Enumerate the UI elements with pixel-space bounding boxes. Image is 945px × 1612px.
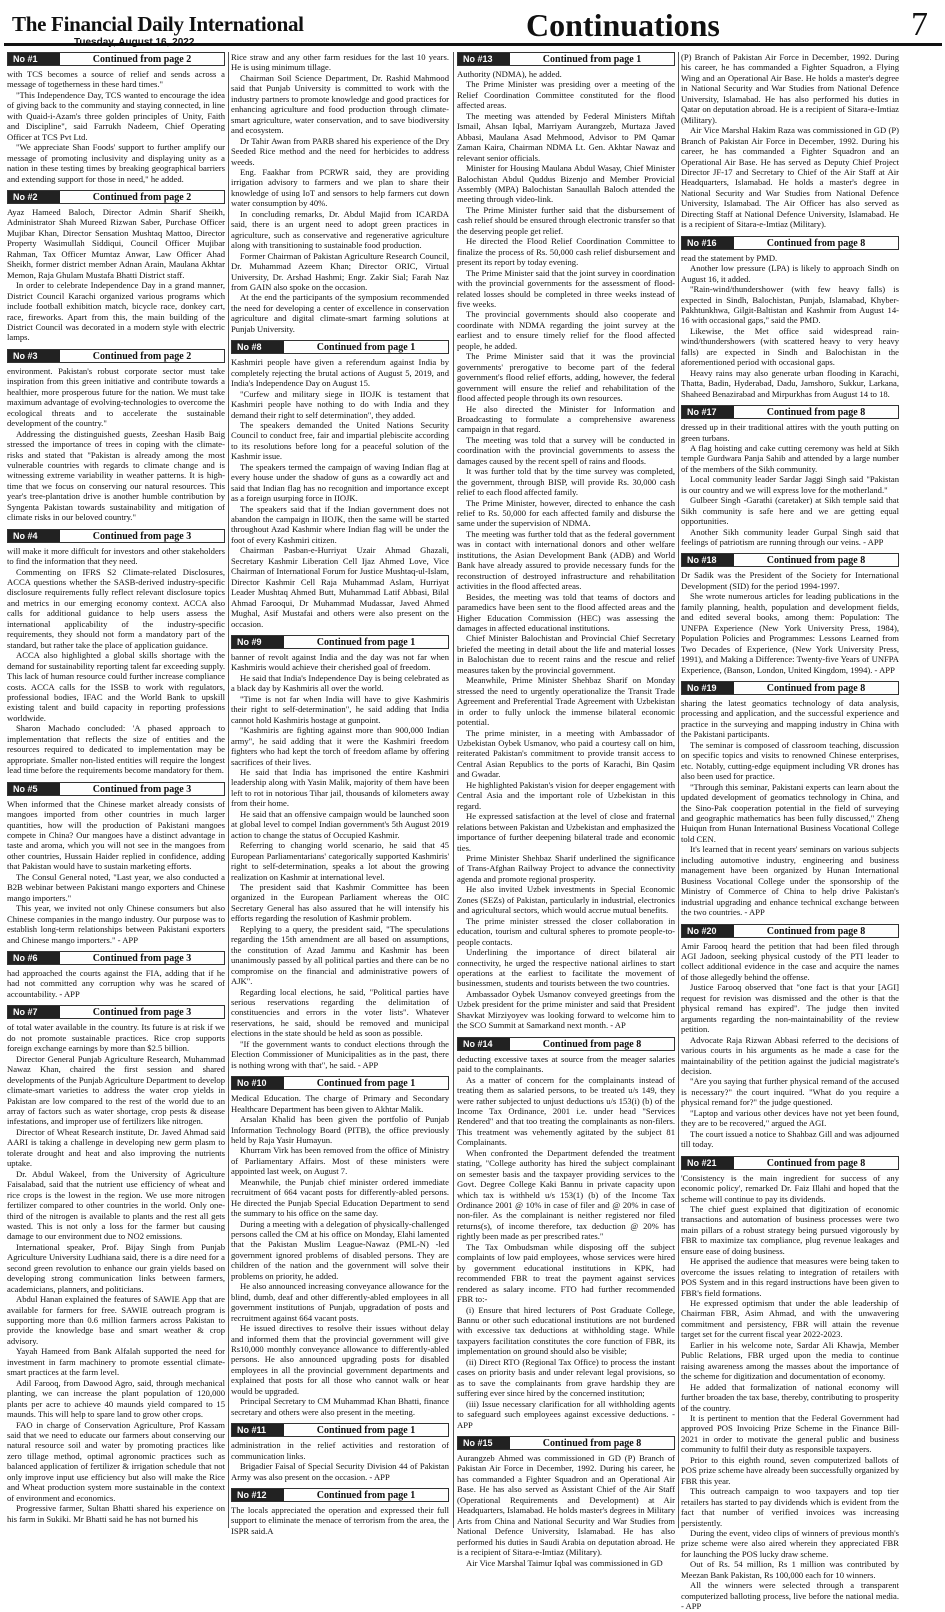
story-paragraph: The Tax Ombudsman while disposing off the subject complaints of low paid employees, whose services were hired by government educational institutions in KPK, had recommended FBR to treat the payment against services rendered as salary income. FTO had further recommended FBR to:- [457, 1241, 675, 1305]
story-header [7, 190, 225, 204]
story-paragraph: had approached the courts against the FIA, adding that if he had not committed any corruption why was he scared of accountability. - APP [7, 967, 225, 999]
story-paragraph: ACCA also highlighted a global skills shortage with the demand for sustainability reporting talent far exceeding supply. This lack of human resource could further increase compliance costs. ACCA calls for the ISSB to work with regulators, professional bodies, IFAC and the World Bank to upskill existing talent and build capacity in reporting professions worldwide. [7, 650, 225, 723]
story-paragraph: He apprised the audience that measures were being taken to overcome the issues relating to integration of retailers with POS System and in this regard instructions have been given to FBR's field formations. [681, 1256, 899, 1298]
news-story [7, 951, 225, 999]
story-paragraph: Meanwhile, the Punjab chief minister ordered immediate recruitment of 664 vacant posts for differently-abled persons. He directed the Punjab Special Education Department to send the summary to his office on the same day. [231, 1176, 449, 1219]
continued-from-label: Continued from page 8 [766, 683, 866, 695]
story-paragraph: The meeting was attended by Federal Ministers Miftah Ismail, Ahsan Iqbal, Marriyam Aurangzeb, Murtaza Javed Abbasi, Maulana Asad Mehmood, Advisor to PM Qamar Zaman Kaira, Chairman NDMA Lt. Gen. Akhtar Nawaz and relevant senior officials. [457, 110, 675, 163]
publication-date: Tuesday, August 16, 2022 [74, 37, 195, 48]
continued-from-label: Continued from page 1 [316, 342, 416, 354]
story-paragraph: "Are you saying that further physical remand of the accused is necessary?" the court inquired. "What do you require a physical remand for?" the judge questioned. [681, 1076, 899, 1108]
story-paragraph: In order to celebrate Independence Day in a grand manner, District Council Karachi organized various programs which include football exhibition match, bicycle race, donkey cart, race, fireworks. Apart from this, the main building of the District Council was decorated in a modern style with electric lamps. [7, 280, 225, 343]
story-number-tag: No #4 [8, 530, 60, 542]
story-paragraph: "Curfew and military siege in IIOJK is testament that Kashmiri people have nothing to do with India and they demand their right to self determination", they added. [231, 388, 449, 420]
story-paragraph: Besides, the meeting was told that teams of doctors and paramedics have been sent to the flood affected areas and the Higher Education Commission (HEC) was assessing the damages in affected educational institutions. [457, 591, 675, 634]
story-number-tag: No #20 [682, 925, 734, 937]
story-paragraph: read the statement by PMD. [681, 252, 778, 263]
story-paragraph: It is pertinent to mention that the Federal Government had approved POS Invoicing Prize Scheme in the Finance Bill-2021 in order to motivate the general public and business community to fulfil their duty as responsible taxpayers. [681, 1413, 899, 1455]
story-paragraph: with TCS becomes a source of relief and sends across a message of togetherness in these hard times." [7, 69, 225, 90]
story-paragraph: Principal Secretary to CM Muhammad Khan Bhatti, finance secretary and others were also present in the meeting. [231, 1396, 449, 1417]
continued-from-label: Continued from page 3 [92, 952, 192, 964]
news-story [681, 681, 899, 918]
story-paragraph: "Laptop and various other devices have not yet been found, they are to be recovered," argued the AGI. [681, 1107, 899, 1129]
story-paragraph: He also directed the Minister for Information and Broadcasting to formulate a comprehensive awareness campaign in that regard. [457, 403, 675, 435]
story-number-tag: No #8 [232, 341, 284, 353]
news-story [7, 190, 225, 343]
story-paragraph: All the winners were selected through a transparent computerized balloting process, live before the national media. - APP [681, 1580, 899, 1612]
news-story [231, 1423, 449, 1482]
news-story [681, 553, 899, 675]
story-paragraph: Prime Minister Shehbaz Sharif underlined the significance of Trans-Afghan Railway Project to advance the connectivity agenda and promote regional prosperity. [457, 852, 675, 884]
story-paragraph: He expressed optimism that under the able leadership of Chairman FBR, Asim Ahmad, and with the unwavering commitment and persistency, FBR will attain the revenue target set for the current fiscal year 2022-2023. [681, 1298, 899, 1340]
page-number: 7 [911, 6, 928, 43]
story-paragraph: A flag hoisting and cake cutting ceremony was held at Sikh temple Gurdwara Panja Sahib and attended by a large number of the members of the Sikh community. [681, 442, 899, 474]
story-number-tag: No #21 [682, 1157, 734, 1169]
story-paragraph: "Time is not far when India will have to give Kashmiris their right to self-determination", he said adding that India cannot hold Kashmiris hostage at gunpoint. [231, 693, 449, 725]
story-paragraph: administration in the relief activities and restoration of communication links. [231, 1440, 449, 1461]
story-header [681, 553, 899, 567]
continued-from-label: Continued from page 1 [542, 54, 642, 65]
story-paragraph: Director General Punjab Agriculture Research, Muhammad Nawaz Khan, chaired the first session and shared developments of the Punjab Agriculture Department to develop climate-smart varieties to address the water crop yields in Pakistan are low compared to the rest of the world due to an array of factors such as water shortage, crop pests & disease infestations, and improper use of fertilizers like nitrogen. [7, 1053, 225, 1127]
news-story [7, 1005, 225, 1524]
story-paragraph: The speakers demanded the United Nations Security Council to conduct free, fair and impartial plebiscite according to its resolutions before long for a peaceful solution of the Kashmir issue. [231, 419, 449, 462]
news-story [681, 1156, 899, 1612]
continued-from-label: Continued from page 8 [766, 407, 866, 419]
story-paragraph: Air Vice Marshal Taimur Iqbal was commissioned in GD [466, 1557, 663, 1568]
story-paragraph: He also invited Uzbek investments in Special Economic Zones (SEZs) of Pakistan, particularly in industrial, electronics and agricultural sectors, which would accrue mutual benefits. [457, 884, 675, 916]
continued-from-label: Continued from page 1 [316, 637, 416, 649]
news-story [231, 635, 449, 1070]
story-paragraph: International speaker, Prof. Bijay Singh from Punjab Agriculture University Ludhiana said, there is a dire need for a second green revolution to enhance our grain yields based on developing strong communication links between farmers, academicians, planners, and politicians. [7, 1241, 225, 1294]
continued-from-label: Continued from page 2 [92, 54, 192, 65]
story-header [231, 340, 449, 354]
story-paragraph: Authority (NDMA), he added. [457, 69, 562, 79]
story-paragraph: (i) Ensure that hired lecturers of Post Graduate College, Bannu or other such educational institutions are not burdened with excessive tax deductions at withholding stage. While taxpayers facilitation constitutes the core function of FBR, its implementation on ground should also be visible; [457, 1304, 675, 1357]
column-4 [681, 52, 899, 1612]
story-paragraph: "Rain-wind/thundershower (with few heavy falls) is expected in Sindh, Balochistan, Punjab, Islamabad, Khyber-Pakhtunkhwa, Gilgit-Baltistan and Kashmir from August 14-16 with occasional gaps," said the PMD. [681, 284, 899, 326]
story-paragraph: sharing the latest geomatics technology of data analysis, processing and application, and the successful experience and practice in the surveying and mapping industry in China with the Pakistani participants. [681, 698, 899, 740]
story-number-tag: No #10 [232, 1077, 284, 1089]
story-paragraph: Heavy rains may also generate urban flooding in Karachi, Thatta, Badin, Hyderabad, Dadu, Jamshoro, Sukkur, Larkana, Shaheed Benazirabad and Mirpurkhas from August 14 to 18. [681, 367, 899, 399]
story-number-tag: No #2 [8, 191, 60, 203]
story-paragraph: Ayaz Hameed Baloch, Director Admin Sharif Sheikh, Administrator Shah Mureed Rizwan Saber, Purchase Officer Mujibar Khan, Director Sensation Mushtaq Mattoo, Director Property Wasimullah Siddiqui, Council Officer Mujibar Rahman, Tax Officer Mumtaz Anwar, Law Officer Ahad Sheikh, former district member Adnan Arain, Maulana Akhtar Memon, Raja Ghulam Mustafa Bhatti District staff. [7, 206, 225, 280]
story-paragraph: Chairman Soil Science Department, Dr. Rashid Mahmood said that Punjab University is committed to work with the industry partners to promote knowledge and good practices for enhancing agriculture and food production through climate-smart agriculture, water conservation, and to save biodiversity and ecosystem. [231, 72, 449, 136]
story-paragraph: Khurram Virk has been removed from the office of Ministry of Parliamentary Affairs. Most of these ministers were appointed last week, on August 7. [231, 1145, 449, 1177]
story-header [7, 1005, 225, 1019]
story-paragraph: When confronted the Department defended the treatment stating, "College authority has hired the subject complainant on semester basis and the taxpayer providing services to the Govt. Degree College Kaki Bannu in private capacity upon which tax is withheld u/s 153(1) (b) of the Income Tax Ordinance 2001 @ 10% in case of filer and @ 20% in case of non-filer. As the complainant is neither registered nor filed returns(s), of income therefore, tax deduction @ 20% has rightly been made as per prescribed rates." [457, 1147, 675, 1242]
news-story [231, 340, 449, 629]
continued-from-label: Continued from page 3 [92, 1007, 192, 1019]
news-story [231, 1488, 449, 1536]
story-paragraph: He added that formalization of national economy will further broaden the tax base, thereby, contributing to prosperity of the country. [681, 1381, 899, 1413]
story-number-tag: No #16 [682, 237, 734, 249]
story-paragraph: Gulbeer Singh -Garathi (caretaker) at Sikh temple said that Sikh community is safe here and we are getting equal opportunities. [681, 495, 899, 527]
story-paragraph: He directed the Flood Relief Coordination Committee to finalize the process of Rs. 50,000 cash relief disbursement and present its report by today evening. [457, 236, 675, 268]
column-divider [678, 52, 679, 1528]
column-divider [453, 52, 454, 1528]
story-paragraph: will make it more difficult for investors and other stakeholders to find the information that they need. [7, 545, 225, 567]
story-header [231, 1076, 449, 1090]
story-paragraph: The chief guest explained that digitization of economic transactions and automation of business processes were two main pillars of a robust strategy being pursued vigorously by FBR to maximize tax compliance, plug revenue leakages and ensure ease of doing business. [681, 1203, 899, 1256]
story-paragraph: He said that India's Independence Day is being celebrated as a black day by Kashmiris all over the world. [231, 672, 449, 694]
story-number-tag: No #3 [8, 350, 60, 362]
story-paragraph: deducting excessive taxes at source from the meager salaries paid to the complainants. [457, 1053, 675, 1075]
story-paragraph: (P) Branch of Pakistan Air Force in December, 1992. During his career, he has commanded a Fighter Squadron, a Flying Wing and an Operational Air Base. He holds a master's degree in National Security and War Studies from National Defence University, Islamabad. He has also performed his duties in Qatar on deputation abroad. He is a recipient of Sitara-e-Imtiaz (Military). [681, 52, 899, 125]
story-paragraph: Rice straw and any other farm residues for the last 10 years. He is using minimum tillage. [231, 52, 449, 73]
story-paragraph: In concluding remarks, Dr. Abdul Majid from ICARDA said, there is an urgent need to adopt green practices in agriculture, such as conservative and regenerative agriculture along with transitioning to sustainable food production. [231, 208, 449, 251]
column-divider [228, 52, 229, 1528]
story-paragraph: Chairman Pasban-e-Hurriyat Uzair Ahmad Ghazali, Secretary Kashmir Liberation Cell Ijaz Ahmed Love, Vice Chairman of International Forum for Justice Mushtaq-ul-Islam, Director Kashmir Cell Raja Muhammad Aslam, Hurriyat Leader Mushtaq Ahmed Butt, Muhammad Latif Abbasi, Bilal Ahmad Farooqui, Dr Muhammad Mudassar, Javed Ahmed Mughal, Asif Mustafai and others were also present on the occasion. [231, 545, 449, 629]
story-paragraph: of total water available in the country. Its future is at risk if we do not promote sustainable practices. Rice crop supports foreign exchange earnings by more than $2.5 billion. [7, 1022, 225, 1054]
story-paragraph: This outreach campaign to woo taxpayers and top tier retailers has started to pay dividends which is evident from the fact that number of verified invoices was increasing persistently. [681, 1486, 899, 1528]
story-paragraph: This year, we invited not only Chinese consumers but also Chinese companies in the mango industry. Our purpose was to establish long-term relationships between Pakistani exporters and Chinese mango importers." - APP [7, 903, 225, 945]
story-paragraph: Justice Farooq observed that "one fact is that your [AGI] request for revision was dismissed and the other is that the physical remand has expired". The judge then invited arguments regarding the non-maintainability of the review petition. [681, 982, 899, 1035]
story-paragraph: 'Consistency is the main ingredient for success of any economic policy', remarked Dr. Faiz Illahi and hoped that the scheme will continue to pay its dividends. [681, 1172, 899, 1204]
story-paragraph: Air Vice Marshal Hakim Raza was commissioned in GD (P) Branch of Pakistan Air Force in December, 1992. During his career, he has commanded a Fighter Squadron and an Operational Air Base. He has served as Deputy Chief Project Director JF-17 and Secretary to Chief of the Air Staff at Air Headquarters, Islamabad. He holds a master's degree in National Security and War Studies from National Defence University, Islamabad. The Air Officer has also served as Directing Staff at National Defence University, Islamabad. He is a recipient of Sitara-e-Imtiaz (Military). [681, 125, 899, 230]
story-paragraph: Chief Minister Balochistan and Provincial Chief Secretary briefed the meeting in detail about the life and material losses in Balochistan due to recent rains and the rescue and relief measures taken by the provincial government. [457, 633, 675, 675]
continued-from-label: Continued from page 8 [766, 1157, 866, 1169]
story-paragraph: The Prime Minister was presiding over a meeting of the Relief Coordination Committee constituted for the flood affected areas. [457, 79, 675, 111]
story-paragraph: Dr. Abdul Wakeel, from the University of Agriculture Faisalabad, said that the nutrient use efficiency of wheat and rice crops is the lowest in the region. We use more nitrogen fertilizer compared to other countries in the world. Only one-third of the nitrogen is available to plants and the rest all gets wasted. This is not only a loss for the farmer but causing damage to our environment due to NO2 emissions. [7, 1168, 225, 1242]
continued-from-label: Continued from page 1 [316, 1425, 416, 1437]
news-story [457, 52, 675, 1031]
story-paragraph: Advocate Raja Rizwan Abbasi referred to the decisions of various courts in his arguments as he made a case for the maintainability of the petition against the judicial magistrate's decision. [681, 1034, 899, 1076]
story-paragraph: He said that India has imprisoned the entire Kashmiri leadership along with Yasin Malik, majority of them have been left to rot in notorious Tihar jail, thousands of kilometers away from their home. [231, 767, 449, 809]
story-paragraph: The meeting was told that a survey will be conducted in coordination with the provincial governments to assess the damages caused by the recent spell of rains and floods. [457, 434, 675, 466]
story-header [7, 782, 225, 796]
story-paragraph: "If the government wants to conduct elections through the Election Commissioner of Municipalities as in the past, there is nothing wrong with that", he said. - APP [231, 1038, 449, 1070]
story-paragraph: The meeting was further told that as the federal government was in contact with international donors and other welfare institutions, the Asian Development Bank (ADB) and World Bank have already assured to provide necessary funds for the reconstruction of destroyed infrastructure and rehabilitation activities in the flood affected areas. [457, 528, 675, 592]
story-header [7, 52, 225, 66]
column-2 [231, 52, 449, 1536]
newspaper-title: The Financial Daily International [12, 12, 304, 36]
continued-from-label: Continued from page 8 [766, 925, 866, 937]
masthead [4, 4, 942, 46]
news-story [681, 924, 899, 1150]
news-story [7, 52, 225, 184]
story-paragraph: Addressing the distinguished guests, Zeeshan Hasib Baig stressed the importance of trees in coping with the climate-risks and stated that "Pakistan is already among the most vulnerable countries with regards to climate change and is witnessing extreme variability in weather patterns. It is high-time that we focus on conserving our natural resources. This year's tree-plantation drive is another humble contribution by Syngenta Pakistan towards sustainability and mitigation of climate risks in our beloved country." [7, 428, 225, 523]
story-paragraph: Regarding local elections, he said, "Political parties have serious reservations regarding the delimitation of constituencies and errors in the voter lists". Whatever reservations, he said, should be removed and municipal elections in the state should be held as soon as possible. [231, 986, 449, 1039]
story-number-tag: No #1 [8, 53, 60, 65]
story-paragraph: He said that an offensive campaign would be launched soon at global level to compel Indian government's 5th August 2019 action to change the status of Occupied Kashmir. [231, 808, 449, 840]
story-paragraph: The Prime Minister said that it was the provincial governments' prerogative to become part of the federal government's flood relief efforts, adding, however, the federal government will ensure the relief and rehabilitation of the flood affected people through its own resources. [457, 351, 675, 404]
story-header [7, 529, 225, 543]
story-paragraph: Another Sikh community leader Gurpal Singh said that feelings of patriotism are running through our veins. - APP [681, 526, 899, 548]
story-paragraph: Sharon Machado concluded: 'A phased approach to implementation that reflects the size of entities and the resources required to dedicated to implementation may be appropriate. Smaller non-listed entities will require the longest lead time before the requirements become mandatory for them. [7, 723, 225, 776]
story-paragraph: Out of Rs. 54 million, Rs 1 million was contributed by Meezan Bank Pakistan, Rs 100,000 each for 10 winners. [681, 1559, 899, 1580]
story-number-tag: No #9 [232, 636, 284, 648]
story-paragraph: Former Chairman of Pakistan Agriculture Research Council, Dr. Muhammad Azeem Khan; Director ORIC, Virtual University, Dr. Arshad Hashmi; Engr. Zakir Sial; Farah Naz from GAIN also spoke on the occasion. [231, 250, 449, 292]
story-paragraph: He highlighted Pakistan's vision for deeper engagement with Central Asia and the important role of Uzbekistan in this regard. [457, 779, 675, 811]
news-story [7, 529, 225, 776]
story-paragraph: Another low pressure (LPA) is likely to approach Sindh on August 16, it added. [681, 263, 899, 284]
story-paragraph: Local community leader Sardar Jaggi Singh said "Pakistan is our country and we will express love for the motherland." [681, 474, 899, 495]
story-number-tag: No #14 [458, 1038, 510, 1050]
continued-from-label: Continued from page 8 [766, 237, 866, 249]
story-paragraph: "Through this seminar, Pakistani experts can learn about the updated development of geomatics technology in China, and the Sino-Pak cooperation potential in the field of surveying and geographic mathematics has been fully discussed," Zheng Huiqun from Hunan International Business Vocational College told CEN. [681, 781, 899, 844]
story-number-tag: No #15 [458, 1437, 510, 1449]
story-paragraph: It was further told that by the time survey was completed, the government, through BISP, will provide Rs. 30,000 cash relief to each flood affected family. [457, 466, 675, 498]
story-paragraph: Director of Wheat Research institute, Dr. Javed Ahmad said AARI is taking a challenge in developing new germ plasm to tolerate drought and heat and also improving the nutrients uptake. [7, 1126, 225, 1169]
continued-from-label: Continued from page 3 [92, 530, 192, 542]
story-paragraph: Minister for Housing Maulana Abdul Wasay, Chief Minister Balochistan Abdul Quddus Bizenjo and Member Provicial Assembly (MPA) Balochistan Sanaullah Baloch attended the meeting through video-link. [457, 163, 675, 205]
news-story [457, 1037, 675, 1430]
story-header [457, 1436, 675, 1450]
news-story [681, 236, 899, 399]
story-header [681, 236, 899, 250]
story-paragraph: Dr Tahir Awan from PARB shared his experience of the Dry Seeded Rice method and the need for herbicides to address weeds. [231, 135, 449, 167]
continued-from-label: Continued from page 8 [542, 1038, 642, 1050]
news-story [231, 1076, 449, 1417]
continued-from-label: Continued from page 2 [92, 350, 192, 362]
story-paragraph: During the event, video clips of winners of previous month's prize scheme were also aired wherein they appreciated FBR for launching the POS lucky draw scheme. [681, 1528, 899, 1559]
story-paragraph: environment. Pakistan's robust corporate sector must take inspiration from this green initiative and contribute towards a healthier, more prosperous future for the nation. We must take maximum advantage of evolving-technologies to overcome the ecological threats and to accelerate the sustainable development of the country." [7, 365, 225, 429]
news-story [7, 349, 225, 523]
story-number-tag: No #19 [682, 682, 734, 694]
story-paragraph: Amir Farooq heard the petition that had been filed through AGI Jadoon, seeking physical custody of the PTI leader to collect additional evidence in the case and acquire the names of those allegedly behind the offense. [681, 940, 899, 982]
story-number-tag: No #6 [8, 952, 60, 964]
story-paragraph: Arsalan Khalid has been given the portfolio of Punjab Information Technology Board (PITB), the office previously held by Raja Yasir Humayun. [231, 1114, 449, 1145]
story-paragraph: Likewise, the Met office said widespread rain-wind/thundershowers (with scattered heavy to very heavy falls) are expected in Sindh and Balochistan in the aforementioned period with occasional gaps. [681, 325, 899, 368]
story-paragraph: The provincial governments should also cooperate and coordinate with NDMA regarding the joint survey at the earliest and to ensure timely relief for the flood affected people, he added. [457, 309, 675, 351]
story-paragraph: Underlining the importance of direct bilateral air connectivity, he urged the respective national airlines to start operations at the earliest to facilitate the movement of businessmen, students and tourists between the two countries. [457, 947, 675, 989]
continued-from-label: Continued from page 3 [92, 783, 192, 795]
story-number-tag: No #7 [8, 1006, 60, 1018]
story-paragraph: Replying to a query, the president said, "The speculations regarding the 15th amendment are all based on assumptions, the constitution of Azad Jammu and Kashmir has been unanimously passed by all political parties and there can be no compromise on the financial and administrative powers of AJK". [231, 923, 449, 987]
story-paragraph: The court issued a notice to Shahbaz Gill and was adjourned till today. [681, 1128, 899, 1150]
story-paragraph: As a matter of concern for the complainants instead of treating them as salaried persons, to be treated u/s 149, they were rather subjected to unjust deductions u/s 153(i) (b) of the Income Tax Ordinance, 2001 i.e. under head "Services Rendered" and that too treating the complainants as non-filers. This treatment was vehemently agitated by the subject 81 Complainants. [457, 1074, 675, 1148]
story-paragraph: Meanwhile, Prime Minister Shehbaz Sharif on Monday stressed the need to urgently operationalize the Transit Trade Agreement and Preferential Trade Agreement with Uzbekistan in order to fully unlock the immense bilateral economic potential. [457, 675, 675, 728]
story-paragraph: FAO in charge of Conservation Agriculture, Prof Kassam said that we need to educate our farmers about conserving our natural resource soil and water by promoting practices like zero tillage method, optimal agronomic practices such as balanced application of fertilizer & irrigation schedule that not only improve input use efficiency but also will make the Rice and Wheat production system more sustainable in the context of environment and economics. [7, 1419, 225, 1503]
story-paragraph: Aurangzeb Ahmed was commissioned in GD (P) Branch of Pakistan Air Force in December, 1992. During his career, he has commanded a Fighter Squadron and an Operational Air Base. He has also served as Assistant Chief of the Air Staff (Operational Requirements and Development) at Air Headquarters, Islamabad. He holds master's degrees in Military Arts from China and National Security and War Studies from National Defence University, Islamabad. He has also performed his duties in Saudi Arabia on deputation abroad. He is a recipient of Sitara-e-Imtiaz (Military). [457, 1453, 675, 1558]
story-header [681, 405, 899, 419]
story-paragraph: He also announced increasing conveyance allowance for the blind, dumb, deaf and other differently-abled employees in all government institutions of Punjab, upgradation of posts and recruitment against 664 vacant posts. [231, 1281, 449, 1323]
news-story [457, 1436, 675, 1568]
story-header [681, 681, 899, 695]
news-story [231, 52, 449, 334]
story-header [7, 349, 225, 363]
story-paragraph: Prior to this eighth round, seven computerized ballots of POS prize scheme have already been successfully organized by FBR this year. [681, 1454, 899, 1486]
story-header [7, 951, 225, 965]
section-title: Continuations [526, 7, 720, 43]
story-paragraph: Yayah Hameed from Bank Alfalah supported the need for investment in farm machinery to promote essential climate-smart practices at the farm level. [7, 1346, 225, 1378]
story-number-tag: No #12 [232, 1489, 284, 1501]
story-header [231, 1488, 449, 1502]
story-number-tag: No #5 [8, 783, 60, 795]
story-paragraph: He issued directives to resolve their issues without delay and informed them that the provincial government will give Rs10,000 monthly conveyance allowance to differently-abled persons. He also announced upgrading posts for disabled employees in all the provincial government departments and explained that posts for all those who cannot walk or hear would be upgraded. [231, 1323, 449, 1396]
column-3 [457, 52, 675, 1568]
story-paragraph: The prime minister, in a meeting with Ambassador of Uzbekistan Oybek Usmanov, who paid a courtesy call on him, reiterated Pakistan's commitment to provide transit access to Central Asian Republics to the ports of Karachi, Bin Qasim and Gwadar. [457, 727, 675, 780]
story-paragraph: Adil Farooq, from Dawood Agro, said, through mechanical planting, we can increase the plant population of 120,000 plants per acre to achieve 40 maunds yield compared to 15 maunds. This will help to spare land to grow other crops. [7, 1377, 225, 1420]
news-story [7, 782, 225, 945]
column-1 [7, 52, 225, 1528]
continued-from-label: Continued from page 1 [316, 1078, 416, 1090]
story-paragraph: The seminar is composed of classroom teaching, discussion on specific topics and visits to renowned Chinese enterprises, etc. Notably, cutting-edge equipment including VR drones has also been used for practice. [681, 739, 899, 782]
story-paragraph: banner of revolt against India and the day was not far when Kashmiris would achieve their cherished goal of freedom. [231, 652, 449, 673]
story-paragraph: The locals appreciated the operation and expressed their full support to eliminate the menace of terrorism from the area, the ISPR said.A [231, 1505, 449, 1536]
story-paragraph: During a meeting with a delegation of physically-challenged persons called the CM at his office on Monday, Elahi lamented that the Pakistan Muslim League-Nawaz (PML-N) -led government ignored problems of disabled persons. They are children of the nation and the government will solve their problems on priority, he added. [231, 1218, 449, 1281]
story-paragraph: The prime minister stressed the closer collaboration in education, tourism and cultural spheres to promote people-to-people contacts. [457, 915, 675, 947]
story-paragraph: The president said that Kashmir Committee has been organized in the European Parliament whereas the OIC Secretary General has also assured that he will intensify his efforts regarding the resolution of Kashmir problem. [231, 881, 449, 924]
story-paragraph: Dr Sadik was the President of the Society for International Development (SID) for the period 1994-1997. [681, 570, 899, 591]
story-paragraph: The Consul General noted, "Last year, we also conducted a B2B webinar between Pakistani mango exporters and Chinese mango importers." [7, 871, 225, 903]
story-paragraph: Earlier in his welcome note, Sardar Ali Khawja, Member Public Relations, FBR urged upon the media to continue raising awareness among the masses about the importance of the scheme for digitization and documentation of economy. [681, 1339, 899, 1382]
story-paragraph: "Kashmiris are fighting against more than 900,000 Indian army", he said adding that it were the Kashmiri freedom fighters who had kept the torch of freedom aflame by offering sacrifices of their lives. [231, 725, 449, 767]
story-paragraph: The Prime Minister further said that the disbursement of cash relief should be ensured through electronic transfer so that the deserving people get relief. [457, 204, 675, 236]
continued-from-label: Continued from page 1 [316, 1490, 416, 1501]
news-story [681, 52, 899, 230]
continued-from-label: Continued from page 8 [542, 1438, 642, 1449]
story-number-tag: No #13 [458, 53, 510, 65]
story-paragraph: Ambassador Oybek Usmanov conveyed greetings from the Uzbek president for the prime minister and said that President Shavkat Mirziyoyev was looking forward to welcome him to the SCO Summit at Samarkand next month. - AP [457, 988, 675, 1031]
continued-from-label: Continued from page 2 [92, 191, 192, 203]
story-number-tag: No #17 [682, 406, 734, 418]
story-header [681, 924, 899, 938]
story-paragraph: She wrote numerous articles for leading publications in the family planning, health, population and development fields, and edited several books, among them: Population: The UNFPA Experience (New York University Press, 1984), Population Policies and Programmes: Lessons Learned from Two Decades of Experience, (New York University Press, 1991), and Making a Difference: Twenty-five Years of UNFPA Experience, (Banson, London, United Kingdom, 1994). - APP [681, 591, 899, 675]
story-paragraph: He expressed satisfaction at the level of close and fraternal relations between Pakistan and Uzbekistan and emphasized the importance of further deepening bilateral trade and economic ties. [457, 811, 675, 853]
story-paragraph: Abdul Hanan explained the features of SAWIE App that are available for farmers for free. SAWIE outreach program is supporting more than 0.6 million farmers across Pakistan to provide the knowledge base and smart weather & crop advisory. [7, 1294, 225, 1346]
story-paragraph: Referring to changing world scenario, he said that 45 European Parliamentarians' categorically supported Kashmiris' right to self-determination, speaks a lot about the growing realization on Kashmir at international level. [231, 840, 449, 882]
story-paragraph: It's learned that in recent years' seminars on various subjects including automotive industry, engineering and business management have been organized by Hunan International Business Vocational College under the sponsorship of the Ministry of Commerce of China to help drive Pakistan's industrial upgrading and enhance technical exchange between the two countries. - APP [681, 844, 899, 918]
story-paragraph: When informed that the Chinese market already consists of mangoes imported from other countries in much larger quantities, how will the production of Pakistani mangoes compete in China? Our mangoes have a distinct advantage in taste and aroma, which you will not see in the mangoes from other countries, Hussain Haider replied in confidence, adding that Pakistan would have to sustain marketing efforts. [7, 798, 225, 872]
story-paragraph: dressed up in their traditional attires with the youth putting on green turbans. [681, 422, 899, 443]
story-header [457, 52, 675, 66]
story-paragraph: (iii) Issue necessary clarification for all withholding agents to safeguard such employees against excessive deductions. - APP [457, 1398, 675, 1430]
news-story [681, 405, 899, 547]
story-header [681, 1156, 899, 1170]
story-paragraph: The Prime Minister, however, directed to enhance the cash relief to Rs. 50,000 for each affected family and disburse the same under the supervision of NDMA. [457, 497, 675, 529]
story-paragraph: "We appreciate Shan Foods' support to further amplify our message of promoting inclusivity and displaying unity as a nation in these testing times by breaking geographical barriers and extending support for those in need," he added. [7, 142, 225, 184]
story-paragraph: Medical Education. The charge of Primary and Secondary Healthcare Department has been given to Akhtar Malik. [231, 1093, 449, 1114]
story-header [457, 1037, 675, 1051]
story-number-tag: No #18 [682, 554, 734, 566]
story-paragraph: Brigadier Faisal of Special Security Division 44 of Pakistan Army was also present on the occasion. - APP [231, 1461, 449, 1482]
continued-from-label: Continued from page 8 [766, 555, 866, 567]
story-paragraph: The Prime Minister said that the joint survey in coordination with the provincial governments for the assessment of flood-related losses should be completed in three weeks instead of five weeks. [457, 267, 675, 309]
story-number-tag: No #11 [232, 1424, 284, 1436]
story-paragraph: The speakers said that if the Indian government does not abandon the campaign in IIOJK, then the same will be started throughout Azad Kashmir where Indian flag will be under the foot of every Kashmiri citizen. [231, 503, 449, 545]
story-paragraph: Kashmiri people have given a referendum against India by completely rejecting the brutal actions of August 5, 2019, and India's Independence Day on August 15. [231, 357, 449, 389]
story-paragraph: At the end the participants of the symposium recommended the need for developing a center of excellence in conservation agriculture and digital climate-smart farming solutions at Punjab University. [231, 292, 449, 334]
story-paragraph: (ii) Direct RTO (Regional Tax Office) to process the instant cases on priority basis and under relevant legal provisions, so as to save the complainants from grave hardship they are suffering ever since hired by the concerned institution; [457, 1356, 675, 1399]
story-header [231, 1423, 449, 1437]
story-paragraph: "This Independence Day, TCS wanted to encourage the idea of giving back to the community and staying connected, in line with Quaid-i-Azam's three golden principles of Unity, Faith and Discipline", said Farrukh Nadeem, Chief Operating Officer at TCS Pvt Ltd. [7, 89, 225, 142]
story-paragraph: Progressive farmer, Sultan Bhatti shared his experience on his farm in Sukiki. Mr Bhatti said he has not burned his [7, 1503, 225, 1524]
story-paragraph: Eng. Faakhar from PCRWR said, they are providing irrigation advisory to farmers and we plan to share their knowledge of using IoT and sensors to help farmers cut down water consumption by 40%. [231, 166, 449, 209]
story-header [231, 635, 449, 649]
story-paragraph: Commenting on IFRS S2 Climate-related Disclosures, ACCA questions whether the SASB-derived industry-specific disclosure requirements fully reflect relevant disclosure topics and metrics in our emerging economy context. ACCA also calls for additional guidance to help users assess the international applicability of the industry-specific requirements, they should not form a mandatory part of the standard, but rather take the place of application guidance. [7, 566, 225, 650]
story-paragraph: The speakers termed the campaign of waving Indian flag at every house under the shadow of guns as a cowardly act and said that Indian flag has no recognition and importance except as a foreign usurping force in IIOJK. [231, 461, 449, 504]
